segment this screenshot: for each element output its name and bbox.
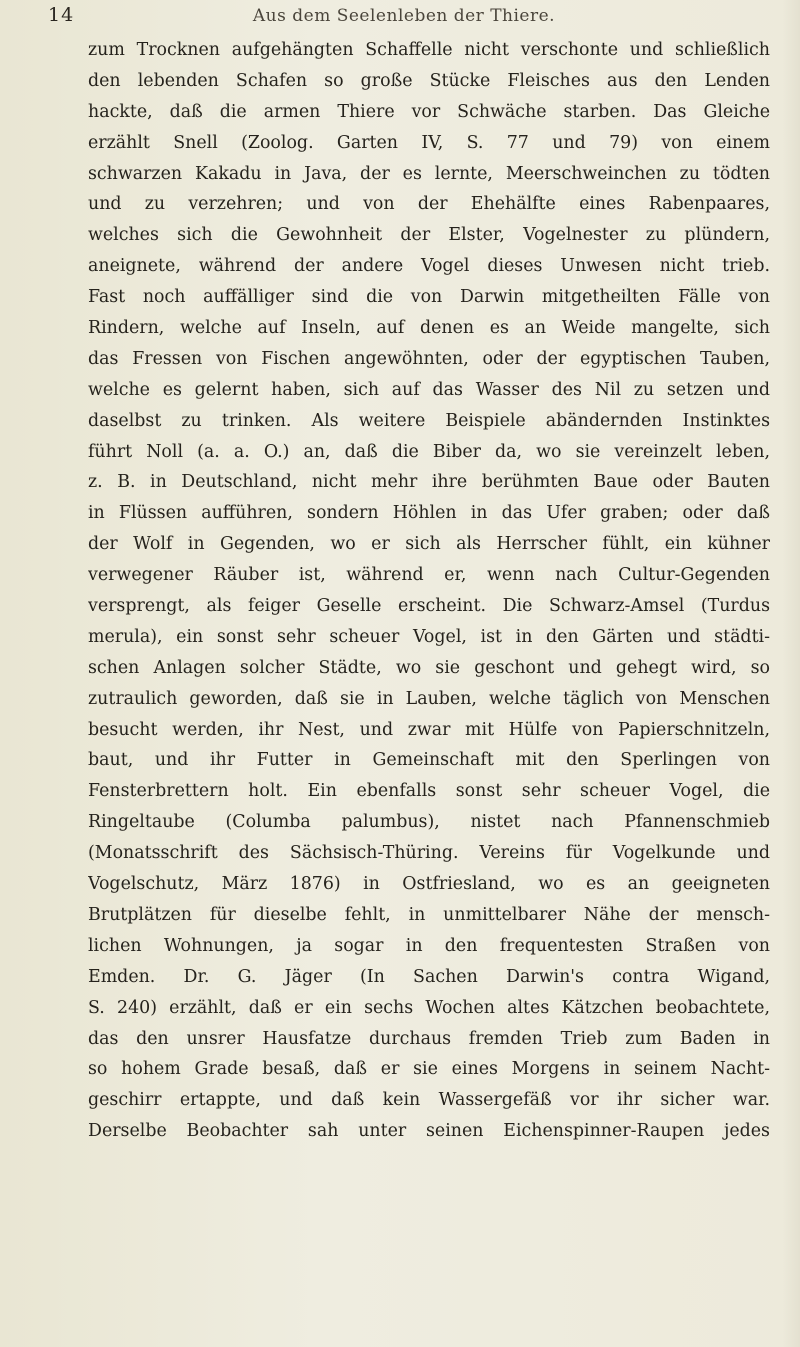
text-line: aneignete, während der andere Vogel dieses Unwesen nicht trieb.: [88, 256, 770, 277]
text-line: zum Trocknen aufgehängten Schaffelle nicht verschonte und schließlich: [88, 40, 770, 60]
running-head: Aus dem Seelenleben der Thiere.: [252, 6, 556, 26]
text-line: daselbst zu trinken. Als weitere Beispiele abändernden Instinktes: [88, 410, 770, 431]
text-line: hackte, daß die armen Thiere vor Schwäche starben. Das Gleiche: [88, 101, 770, 122]
page-edge-shadow: [782, 0, 800, 1347]
text-line: und zu verzehren; und von der Ehehälfte eines Rabenpaares,: [88, 194, 770, 215]
text-line: Rindern, welche auf Inseln, auf denen es an Weide mangelte, sich: [88, 318, 770, 339]
text-line: den lebenden Schafen so große Stücke Fleisches aus den Lenden: [88, 70, 770, 91]
text-line: Fensterbrettern holt. Ein ebenfalls sonst sehr scheuer Vogel, die: [88, 781, 770, 802]
page-header: [48, 4, 760, 34]
text-line: zutraulich geworden, daß sie in Lauben, welche täglich von Menschen: [88, 688, 770, 709]
text-line: verwegener Räuber ist, während er, wenn nach Cultur-Gegenden: [88, 565, 770, 586]
text-line: so hohem Grade besaß, daß er sie eines Morgens in seinem Nacht-: [88, 1059, 770, 1080]
text-line: welche es gelernt haben, sich auf das Wasser des Nil zu setzen und: [88, 379, 770, 400]
text-line: Brutplätzen für dieselbe fehlt, in unmittelbarer Nähe der mensch-: [88, 904, 770, 925]
text-line: führt Noll (a. a. O.) an, daß die Biber da, wo sie vereinzelt leben,: [88, 441, 770, 462]
text-line: versprengt, als feiger Geselle erscheint. Die Schwarz-Amsel (Turdus: [88, 596, 770, 617]
text-line: Ringeltaube (Columba palumbus), nistet nach Pfannenschmieb: [88, 812, 770, 833]
text-line: das Fressen von Fischen angewöhnten, oder der egyptischen Tauben,: [88, 348, 770, 369]
text-line: der Wolf in Gegenden, wo er sich als Herrscher fühlt, ein kühner: [88, 534, 770, 555]
text-line: das den unsrer Hausfatze durchaus fremden Trieb zum Baden in: [88, 1028, 770, 1049]
text-line: lichen Wohnungen, ja sogar in den frequentesten Straßen von: [88, 935, 770, 956]
text-line: welches sich die Gewohnheit der Elster, Vogelnester zu plündern,: [88, 225, 770, 246]
text-line: Fast noch auffälliger sind die von Darwin mitgetheilten Fälle von: [88, 287, 770, 308]
text-line: schen Anlagen solcher Städte, wo sie geschont und gehegt wird, so: [88, 657, 770, 678]
text-line: baut, und ihr Futter in Gemeinschaft mit den Sperlingen von: [88, 750, 770, 771]
text-line: (Monatsschrift des Sächsisch-Thüring. Vereins für Vogelkunde und: [88, 843, 770, 864]
body-text: [88, 35, 770, 1147]
text-line: besucht werden, ihr Nest, und zwar mit Hülfe von Papierschnitzeln,: [88, 719, 770, 740]
text-line: Derselbe Beobachter sah unter seinen Eichenspinner-Raupen jedes: [88, 1121, 770, 1142]
text-line: z. B. in Deutschland, nicht mehr ihre berühmten Baue oder Bauten: [88, 472, 770, 493]
text-line: S. 240) erzählt, daß er ein sechs Wochen altes Kätzchen beobachtete,: [88, 997, 770, 1018]
text-line: Vogelschutz, März 1876) in Ostfriesland, wo es an geeigneten: [88, 874, 770, 895]
text-line: erzählt Snell (Zoolog. Garten IV, S. 77 und 79) von einem: [88, 132, 770, 153]
text-line: in Flüssen aufführen, sondern Höhlen in das Ufer graben; oder daß: [88, 503, 770, 524]
page-number: 14: [48, 4, 75, 26]
text-line: merula), ein sonst sehr scheuer Vogel, ist in den Gärten und städti-: [88, 626, 770, 647]
text-line: geschirr ertappte, und daß kein Wassergefäß vor ihr sicher war.: [88, 1090, 770, 1111]
text-line: schwarzen Kakadu in Java, der es lernte, Meerschweinchen zu tödten: [88, 163, 770, 184]
text-line: Emden. Dr. G. Jäger (In Sachen Darwin's contra Wigand,: [88, 966, 770, 987]
